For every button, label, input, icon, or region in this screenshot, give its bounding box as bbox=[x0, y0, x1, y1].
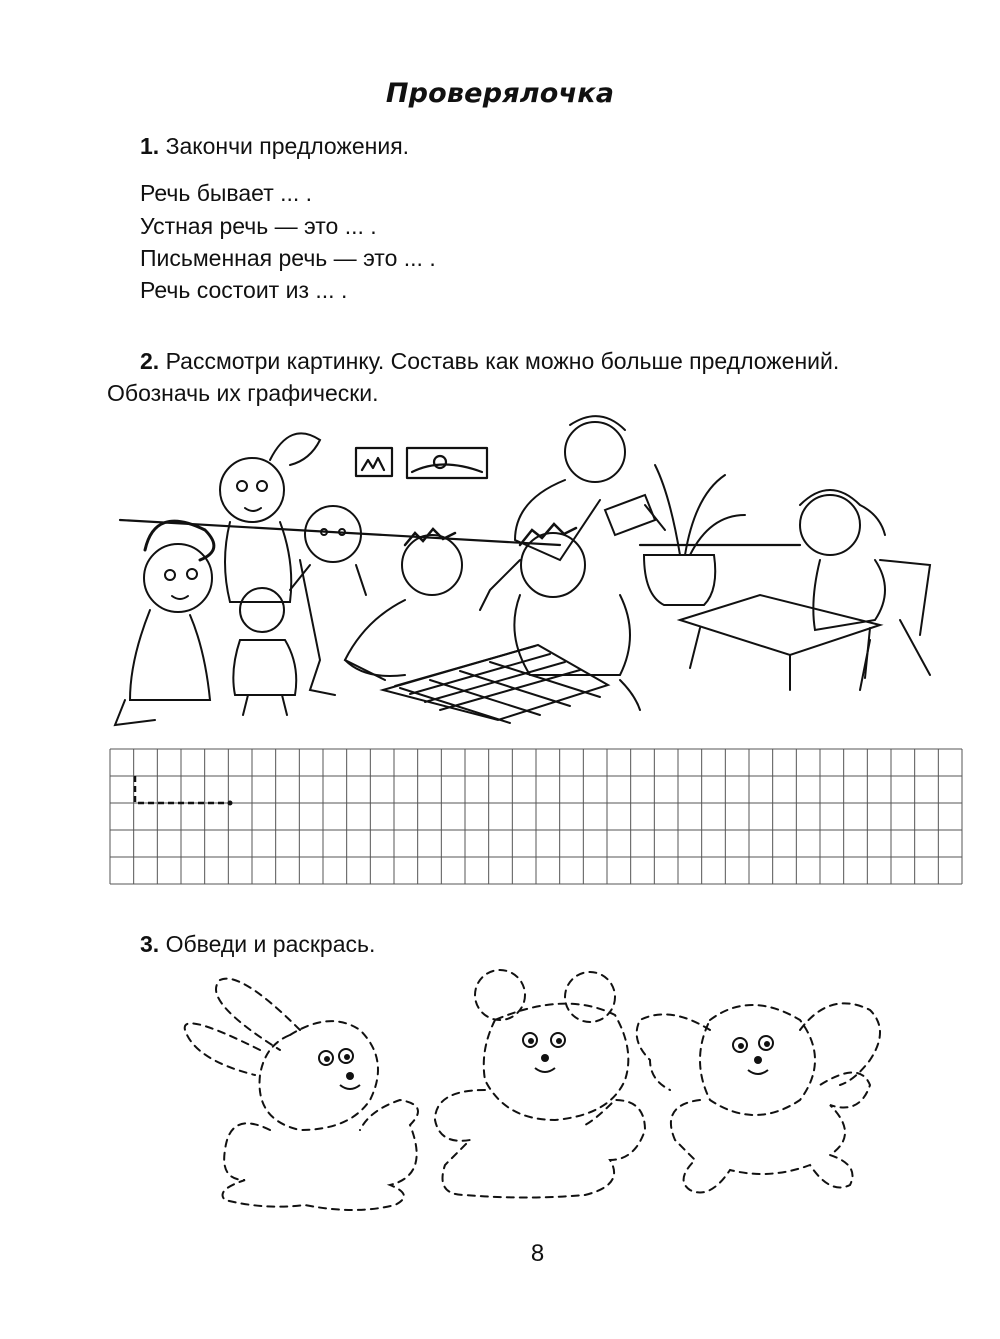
task3-heading bbox=[140, 928, 375, 960]
task2-number: 2. bbox=[140, 348, 160, 374]
task3-number: 3. bbox=[140, 931, 160, 957]
dotted-puppy bbox=[637, 1003, 880, 1192]
task3-instruction: Обведи и раскрась. bbox=[165, 931, 376, 957]
task1-sentence-4: Речь состоит из ... . bbox=[140, 277, 348, 303]
page-number: 8 bbox=[530, 1240, 545, 1267]
dotted-bunny bbox=[185, 979, 418, 1210]
page-title: Проверялочка bbox=[385, 78, 615, 109]
task1-sentence-1: Речь бывает ... . bbox=[140, 180, 313, 206]
task1-instruction: Закончи предложения. bbox=[165, 133, 410, 159]
task1-sentence-3: Письменная речь — это ... . bbox=[140, 245, 436, 271]
dotted-bear bbox=[435, 970, 645, 1198]
task1-heading bbox=[140, 130, 409, 162]
task1-sentence-2: Устная речь — это ... . bbox=[140, 213, 377, 239]
task1-number: 1. bbox=[140, 133, 160, 159]
task2-instruction-line2: Обозначь их графически. bbox=[107, 380, 379, 406]
task2-instruction: Рассмотри картинку. Составь как можно больше предложений. bbox=[165, 348, 840, 374]
task2-heading bbox=[140, 345, 839, 377]
